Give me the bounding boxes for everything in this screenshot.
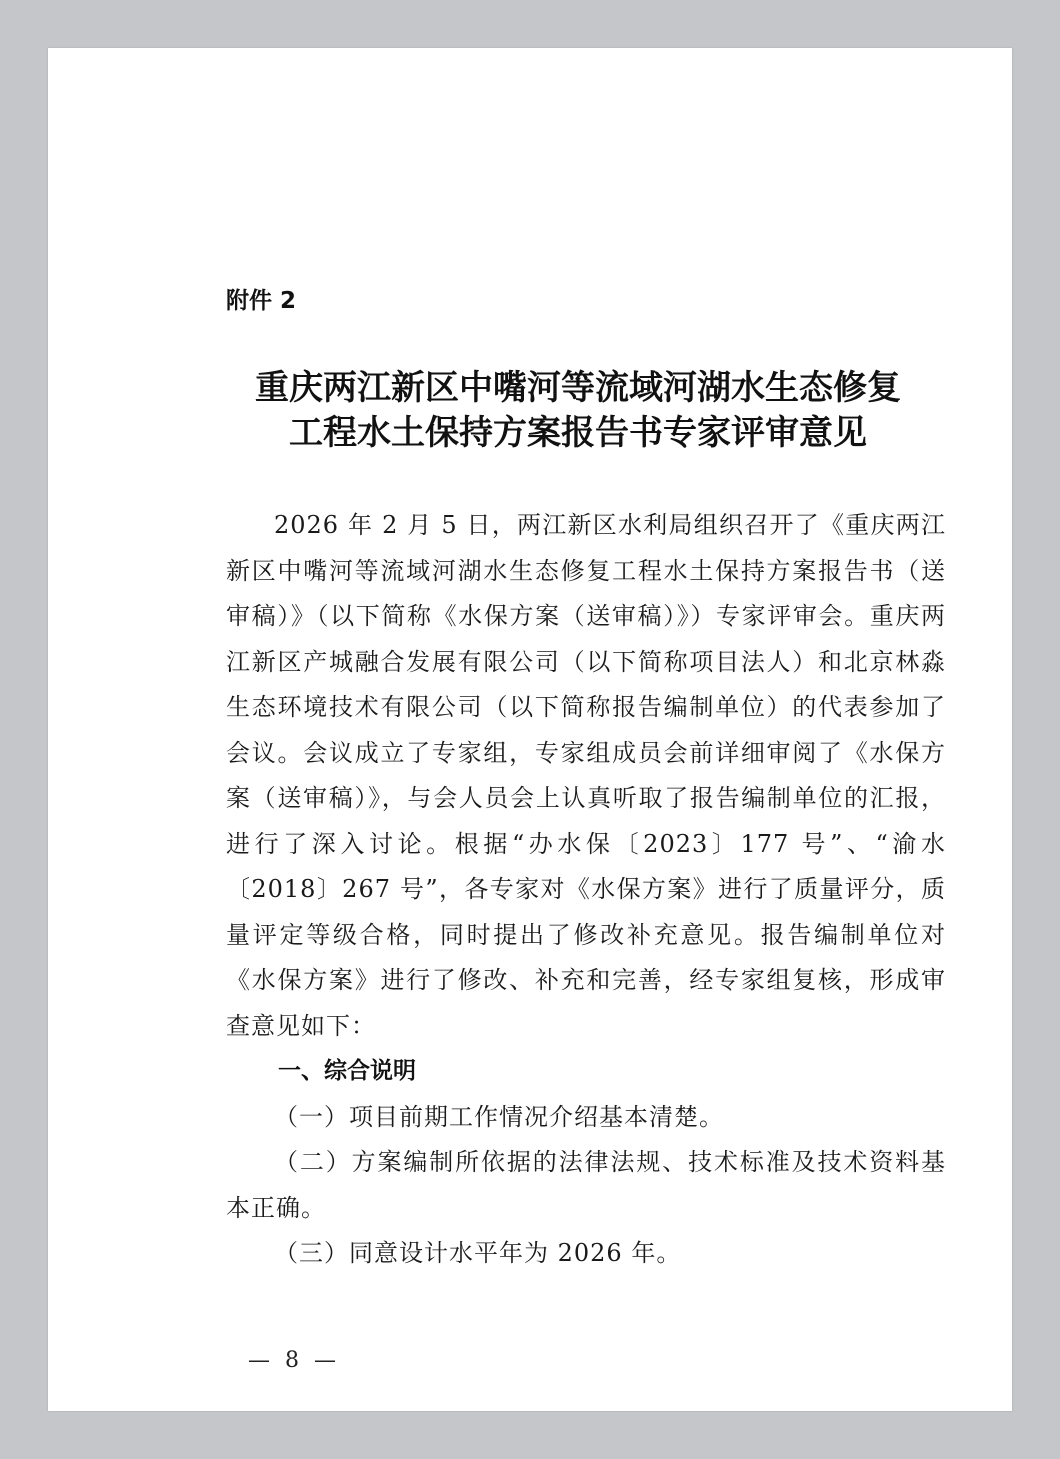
intro-paragraph: 2026 年 2 月 5 日，两江新区水利局组织召开了《重庆两江新区中嘴河等流域河湖水生态修复工程水土保持方案报告书（送审稿）》（以下简称《水保方案（送审稿）》）专家评审会。重庆两江新区产城融合发展有限公司（以下简称项目法人）和北京林淼生态环境技术有限公司（以下简称报告编制单位）的代表参加了会议。会议成立了专家组，专家组成员会前详细审阅了《水保方案（送审稿）》，与会人员会上认真听取了报告编制单位的汇报，进行了深入讨论。根据“办水保〔2023〕177 号”、“渝水〔2018〕267 号”，各专家对《水保方案》进行了质量评分，质量评定等级合格，同时提出了修改补充意见。报告编制单位对《水保方案》进行了修改、补充和完善，经专家组复核，形成审查意见如下： (226, 511, 946, 1040)
page-number: — 8 — (248, 1348, 340, 1373)
section-item: （三）同意设计水平年为 2026 年。 (274, 1239, 682, 1267)
section-item: （二）方案编制所依据的法律法规、技术标准及技术资料基本正确。 (226, 1148, 946, 1222)
document-title (198, 366, 958, 456)
document-page (48, 48, 1012, 1411)
title-line-2: 工程水土保持方案报告书专家评审意见 (289, 413, 867, 453)
section-item: （一）项目前期工作情况介绍基本清楚。 (274, 1102, 724, 1131)
title-line-1: 重庆两江新区中嘴河等流域河湖水生态修复 (255, 368, 901, 408)
section-heading-overview: 一、综合说明 (278, 1058, 416, 1084)
attachment-label: 附件 2 (226, 288, 297, 314)
document-body (226, 503, 946, 1277)
